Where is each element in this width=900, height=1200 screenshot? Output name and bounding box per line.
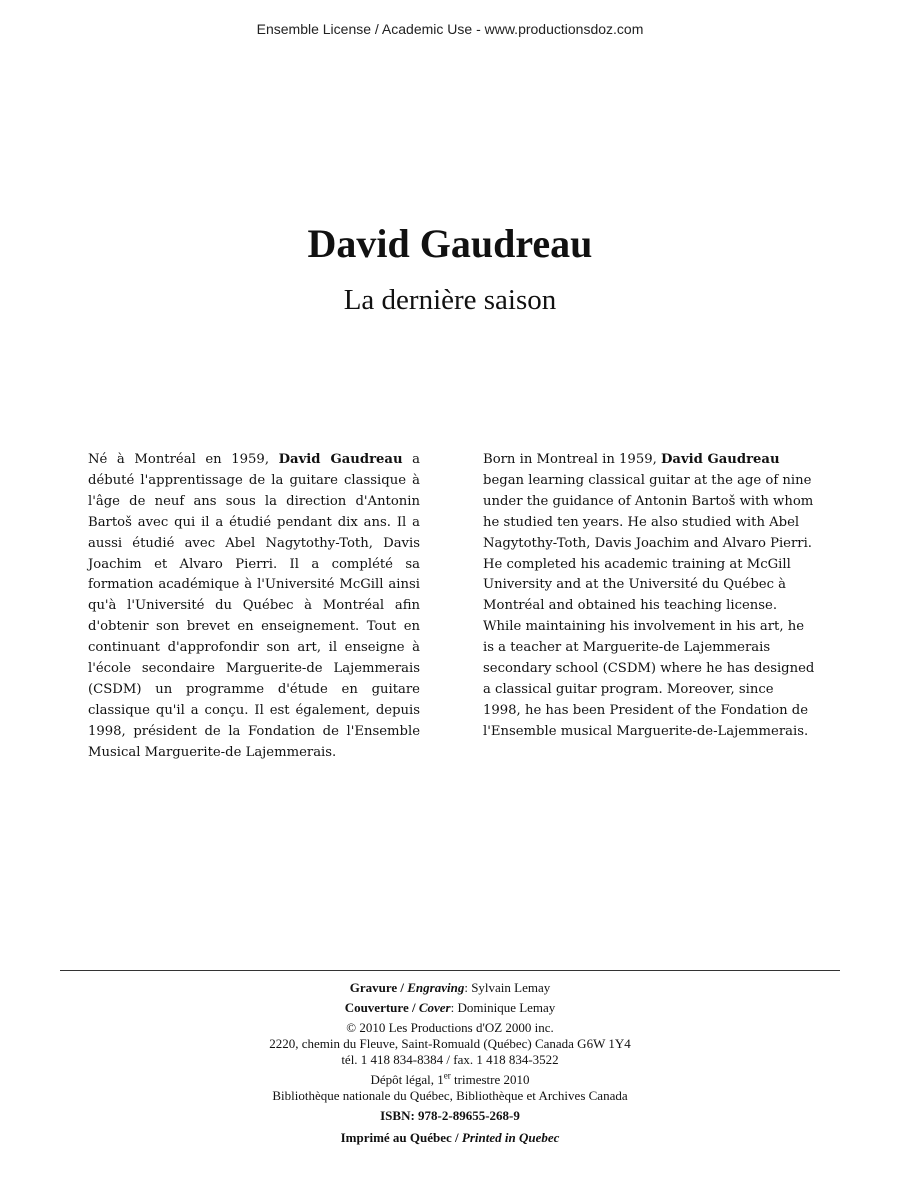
bio-en-text: began learning classical guitar at the age of nine under the guidance of Antonin Bartoš with whom he studied ten years. He also studied with Abel Nagytothy-Toth, Davis Joachim and Alvaro Pierri. He completed his academic training at McGill University and at the Université du Québec à Montréal and obtained his teaching license. While maintaining his involvement in his art, he is a teacher at Marguerite-de Lajemmerais secondary school (CSDM) where he has designed a classical guitar program. Moreover, since 1998, he has been President of the Fondation de l'Ensemble musical Marguerite-de-Lajemmerais.	[483, 472, 815, 739]
work-title: La dernière saison	[343, 284, 557, 316]
deposit-suffix: trimestre 2010	[450, 1072, 530, 1087]
bio-fr-prefix: Né à Montréal en 1959,	[88, 452, 279, 467]
bio-en-prefix: Born in Montreal in 1959,	[483, 452, 661, 467]
engraving-name: : Sylvain Lemay	[464, 980, 551, 995]
cover-label-en: Cover	[418, 1000, 451, 1015]
cover-name: : Dominique Lemay	[450, 1000, 556, 1015]
publisher-phone: tél. 1 418 834-8384 / fax. 1 418 834-3522	[341, 1052, 559, 1067]
bio-fr-text: a débuté l'apprentissage de la guitare classique à l'âge de neuf ans sous la direction d'Antonin Bartoš avec qui il a étudié pendant dix ans. Il a aussi étudié avec Abel Nagytothy-Toth, Davis Joachim et Alvaro Pierri. Il a complété sa formation académique à l'Université McGill ainsi qu'à l'Université du Québec à Montréal afin d'obtenir son brevet en enseignement. Tout en continuant d'approfondir son art, il enseigne à l'école secondaire Marguerite-de Lajemmerais (CSDM) un programme d'étude en guitare classique qu'il a conçu. Il est également, depuis 1998, président de la Fondation de l'Ensemble Musical Marguerite-de Lajemmerais.	[88, 452, 420, 760]
bio-fr-name: David Gaudreau	[278, 452, 403, 467]
isbn-text: ISBN: 978-2-89655-268-9	[380, 1108, 520, 1123]
copyright: © 2010 Les Productions d'OZ 2000 inc.	[346, 1020, 554, 1035]
engraving-label-en: Engraving	[407, 980, 465, 995]
printed-fr: Imprimé au Québec /	[340, 1130, 459, 1145]
printed-en: Printed in Quebec	[461, 1130, 560, 1145]
publisher-address: 2220, chemin du Fleuve, Saint-Romuald (Québec) Canada G6W 1Y4	[269, 1036, 631, 1051]
printed-in	[0, 1130, 900, 1146]
cover-credit	[0, 1000, 900, 1016]
cover-label-fr: Couverture /	[344, 1000, 416, 1015]
colophon	[0, 980, 900, 1146]
deposit-prefix: Dépôt légal, 1	[370, 1072, 444, 1087]
library-deposit: Bibliothèque nationale du Québec, Bibliothèque et Archives Canada	[272, 1088, 628, 1103]
biography-english	[483, 450, 815, 743]
bio-en-name: David Gaudreau	[661, 452, 780, 467]
composer-name: David Gaudreau	[307, 221, 593, 266]
isbn	[0, 1108, 900, 1124]
license-header: Ensemble License / Academic Use - www.productionsdoz.com	[256, 21, 644, 37]
deposit-sup: er	[443, 1070, 451, 1081]
biography-french	[88, 450, 420, 764]
engraving-credit	[0, 980, 900, 996]
legal-deposit	[0, 1072, 900, 1088]
divider-rule	[60, 970, 840, 971]
engraving-label-fr: Gravure /	[349, 980, 404, 995]
